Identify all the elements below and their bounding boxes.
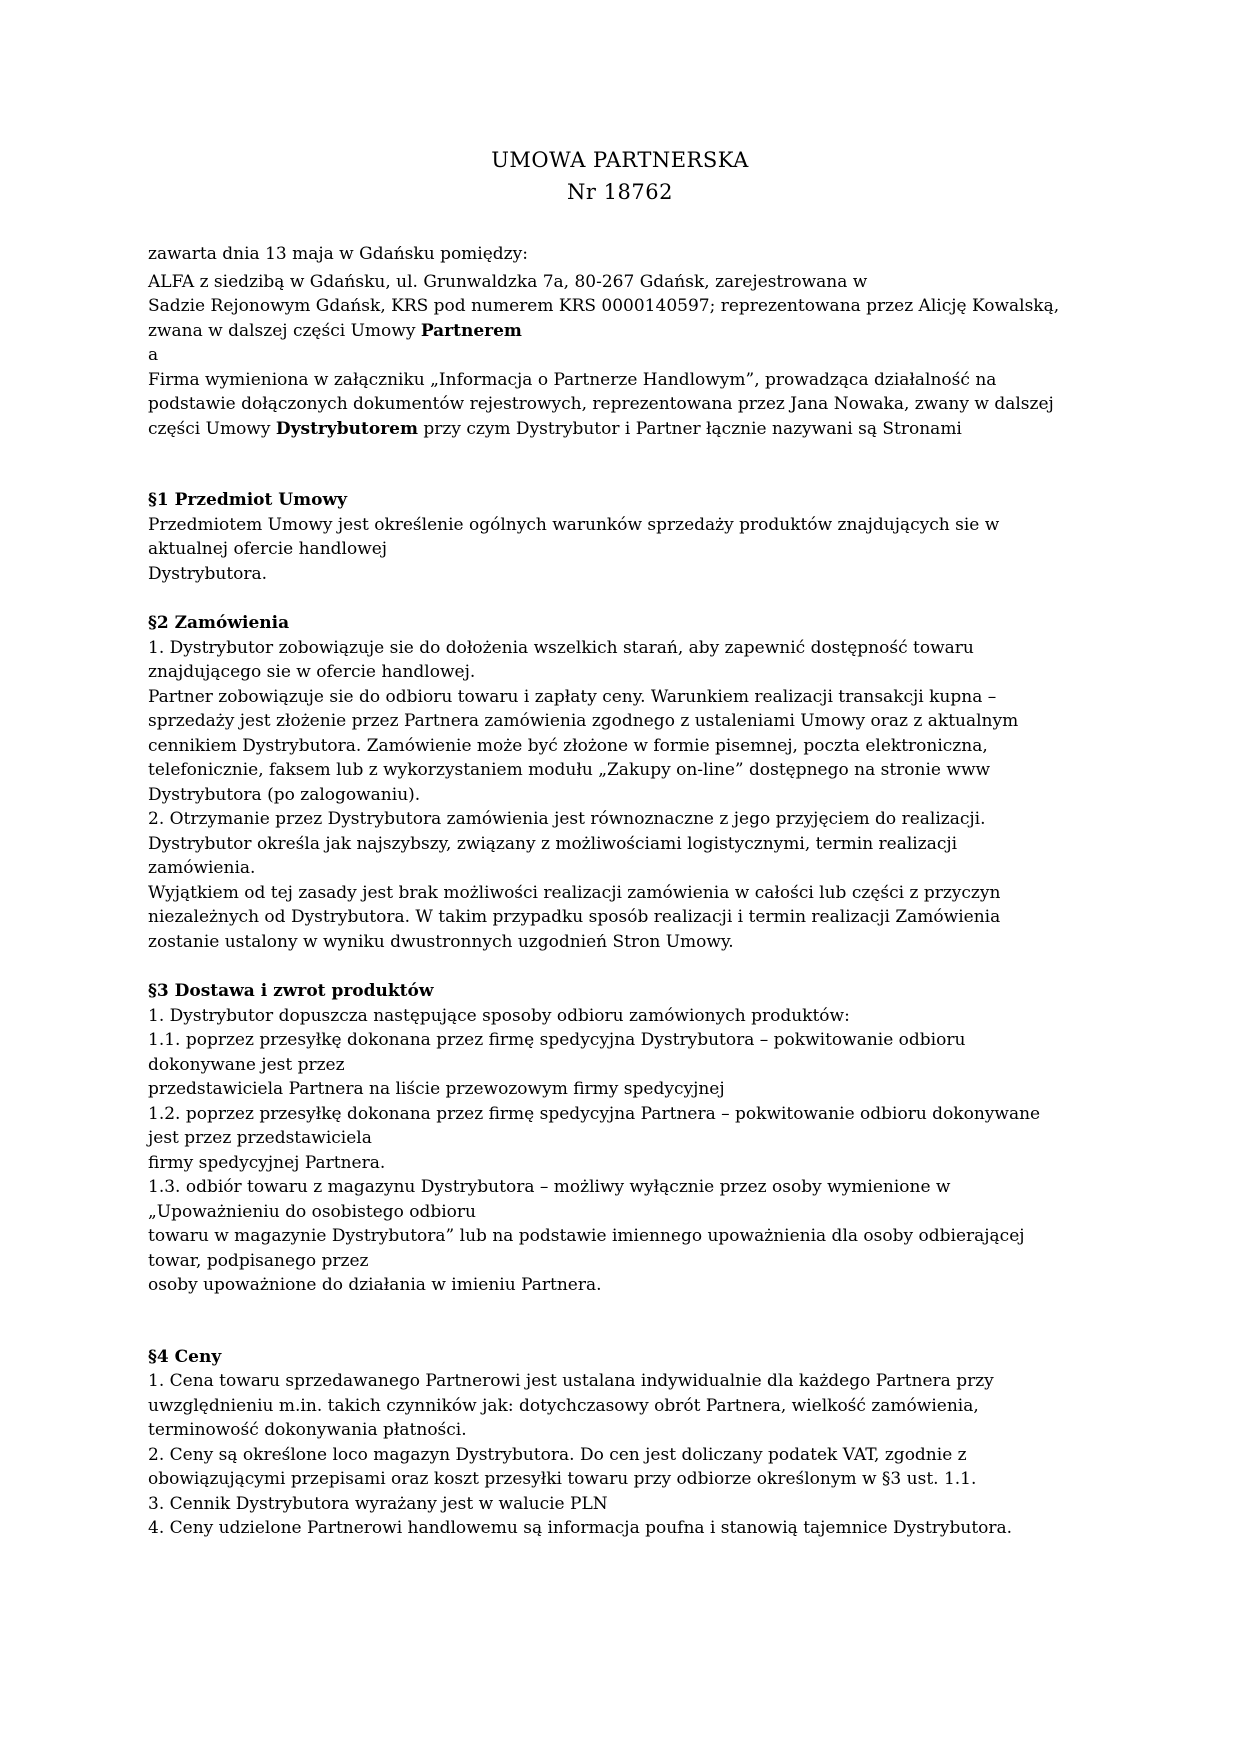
document-body bbox=[148, 242, 1098, 1541]
paragraph-line: 2. Ceny są określone loco magazyn Dystrybutora. Do cen jest doliczany podatek VAT, zgodnie z bbox=[148, 1444, 967, 1465]
intro-text: przy czym Dystrybutor i Partner łącznie nazywani są Stronami bbox=[417, 418, 962, 439]
intro-text: części Umowy bbox=[148, 418, 276, 439]
paragraph-line: Partner zobowiązuje sie do odbioru towaru i zapłaty ceny. Warunkiem realizacji transakcji kupna – bbox=[148, 686, 997, 707]
paragraph-line: towar, podpisanego przez bbox=[148, 1250, 369, 1271]
document-title: UMOWA PARTNERSKA bbox=[491, 148, 749, 172]
paragraph-line: Wyjątkiem od tej zasady jest brak możliwości realizacji zamówienia w całości lub części z przyczyn bbox=[148, 882, 1001, 903]
paragraph-line: jest przez przedstawiciela bbox=[148, 1128, 372, 1148]
intro-line: Firma wymieniona w załączniku „Informacja o Partnerze Handlowym”, prowadząca działalność na bbox=[148, 369, 997, 390]
paragraph-line: zamówienia. bbox=[148, 858, 256, 878]
paragraph-line: osoby upoważnione do działania w imieniu Partnera. bbox=[148, 1275, 602, 1295]
section-4-heading: §4 Ceny bbox=[148, 1346, 222, 1367]
partner-term: Partnerem bbox=[420, 320, 522, 341]
paragraph-line: 3. Cennik Dystrybutora wyrażany jest w walucie PLN bbox=[148, 1493, 608, 1514]
paragraph-line: Dystrybutora. bbox=[148, 563, 268, 584]
intro-line: ALFA z siedzibą w Gdańsku, ul. Grunwaldzka 7a, 80-267 Gdańsk, zarejestrowana w bbox=[148, 271, 868, 292]
section-2-heading: §2 Zamówienia bbox=[148, 613, 290, 633]
paragraph-line: 1.3. odbiór towaru z magazynu Dystrybutora – możliwy wyłącznie przez osoby wymienione w bbox=[148, 1177, 951, 1197]
paragraph-line: towaru w magazynie Dystrybutora” lub na podstawie imiennego upoważnienia dla osoby odbierającej bbox=[148, 1226, 1025, 1246]
section-3-heading: §3 Dostawa i zwrot produktów bbox=[148, 981, 434, 1001]
intro-line: podstawie dołączonych dokumentów rejestrowych, reprezentowana przez Jana Nowaka, zwany w dalszej bbox=[148, 394, 1054, 414]
paragraph-line: Dystrybutor określa jak najszybszy, związany z możliwościami logistycznymi, termin realizacji bbox=[148, 833, 958, 854]
paragraph-line: uwzględnieniu m.in. takich czynników jak: dotychczasowy obrót Partnera, wielkość zamówienia, bbox=[148, 1395, 979, 1416]
distributor-term: Dystrybutorem bbox=[275, 418, 418, 439]
paragraph-line: Przedmiotem Umowy jest określenie ogólnych warunków sprzedaży produktów znajdujących sie w bbox=[148, 514, 1000, 535]
paragraph-line: „Upoważnieniu do osobistego odbioru bbox=[148, 1201, 476, 1222]
intro-line: Sadzie Rejonowym Gdańsk, KRS pod numerem KRS 0000140597; reprezentowana przez Alicję Kowalską, bbox=[148, 296, 1060, 316]
paragraph-line: telefonicznie, faksem lub z wykorzystaniem modułu „Zakupy on-line” dostępnego na stronie www bbox=[148, 760, 991, 780]
section-1-heading: §1 Przedmiot Umowy bbox=[148, 490, 347, 510]
paragraph-line: 1.2. poprzez przesyłkę dokonana przez firmę spedycyjna Partnera – pokwitowanie odbioru dokonywane bbox=[148, 1103, 1041, 1124]
paragraph-line: cennikiem Dystrybutora. Zamówienie może być złożone w formie pisemnej, poczta elektroniczna, bbox=[148, 735, 988, 756]
intro-text: zwana w dalszej części Umowy bbox=[148, 320, 421, 341]
paragraph-line: dokonywane jest przez bbox=[148, 1054, 345, 1075]
paragraph-line: terminowość dokonywania płatności. bbox=[148, 1420, 467, 1440]
paragraph-line: Dystrybutora (po zalogowaniu). bbox=[148, 784, 421, 805]
paragraph-line: 2. Otrzymanie przez Dystrybutora zamówienia jest równoznaczne z jego przyjęciem do realizacji. bbox=[148, 809, 986, 829]
paragraph-line: aktualnej ofercie handlowej bbox=[148, 539, 388, 559]
intro-line bbox=[148, 417, 1098, 442]
document-number: Nr 18762 bbox=[567, 180, 673, 204]
paragraph-line: 1.1. poprzez przesyłkę dokonana przez firmę spedycyjna Dystrybutora – pokwitowanie odbioru bbox=[148, 1030, 966, 1050]
paragraph-line: sprzedaży jest złożenie przez Partnera zamówienia zgodnego z ustaleniami Umowy oraz z aktualnym bbox=[148, 711, 1019, 731]
intro-line: a bbox=[148, 345, 159, 365]
paragraph-line: niezależnych od Dystrybutora. W takim przypadku sposób realizacji i termin realizacji Zamówienia bbox=[148, 907, 1001, 927]
paragraph-line: obowiązującymi przepisami oraz koszt przesyłki towaru przy odbiorze określonym w §3 ust. 1.1. bbox=[148, 1469, 977, 1489]
intro-line: zawarta dnia 13 maja w Gdańsku pomiędzy: bbox=[148, 244, 528, 264]
paragraph-line: 1. Dystrybutor dopuszcza następujące sposoby odbioru zamówionych produktów: bbox=[148, 1005, 850, 1026]
intro-line bbox=[148, 319, 1098, 344]
paragraph-line: 4. Ceny udzielone Partnerowi handlowemu są informacja poufna i stanowią tajemnice Dystrybutora. bbox=[148, 1518, 1013, 1538]
paragraph-line: 1. Dystrybutor zobowiązuje sie do dołożenia wszelkich starań, aby zapewnić dostępność towaru bbox=[148, 637, 974, 658]
paragraph-line: zostanie ustalony w wyniku dwustronnych uzgodnień Stron Umowy. bbox=[148, 931, 734, 952]
paragraph-line: przedstawiciela Partnera na liście przewozowym firmy spedycyjnej bbox=[148, 1079, 725, 1099]
paragraph-line: znajdującego sie w ofercie handlowej. bbox=[148, 662, 476, 682]
paragraph-line: 1. Cena towaru sprzedawanego Partnerowi jest ustalana indywidualnie dla każdego Partnera przy bbox=[148, 1371, 994, 1391]
paragraph-line: firmy spedycyjnej Partnera. bbox=[148, 1152, 386, 1173]
